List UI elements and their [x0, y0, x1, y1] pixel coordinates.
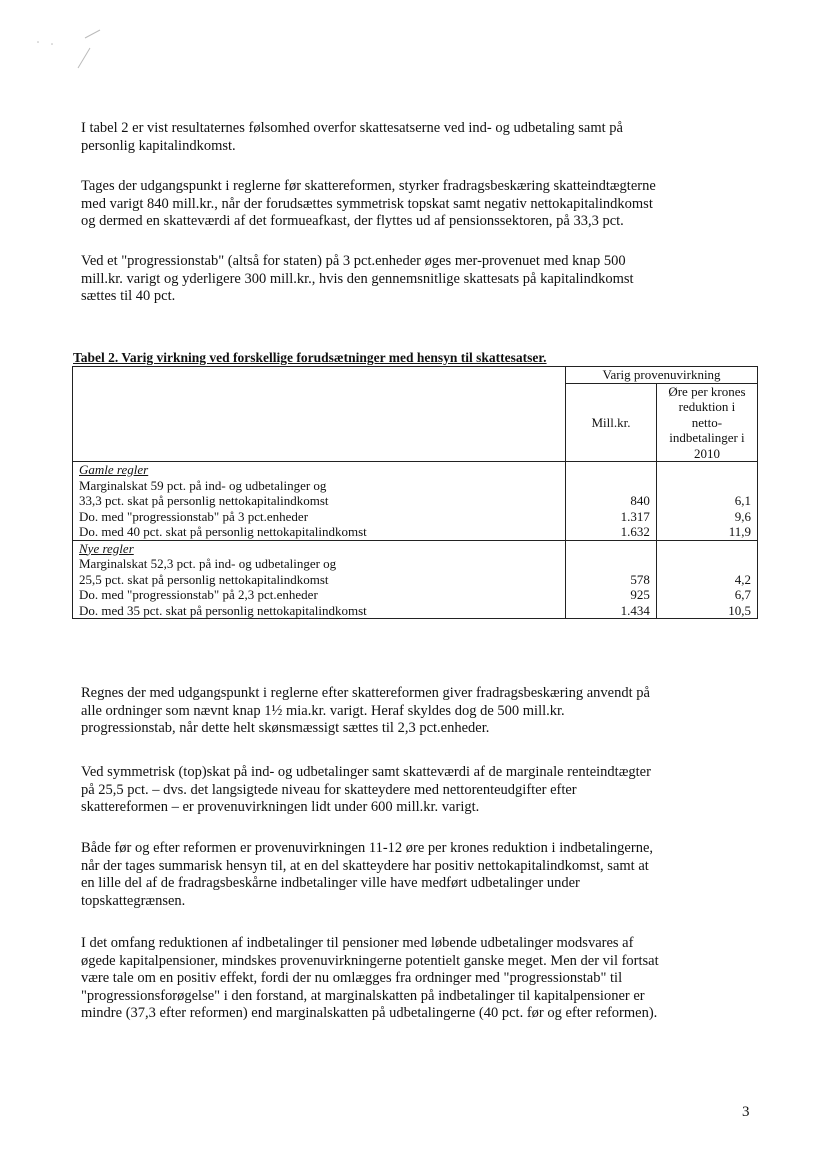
paragraph-1: I tabel 2 er vist resultaternes følsomhed overfor skattesatserne ved ind- og udbetaling samt på personlig kapitalindkomst.	[81, 120, 623, 154]
row-label: 33,3 pct. skat på personlig nettokapitalindkomst	[79, 493, 329, 508]
header-ore: Øre per krones reduktion i netto- indbetalinger i 2010	[656, 383, 757, 462]
row-label: Do. med "progressionstab" på 3 pct.enheder	[79, 508, 309, 524]
paragraph-6: Både før og efter reformen er provenuvirkningen 11-12 øre per krones reduktion i indbetalingerne, når der tages summarisk hensyn til, at en del skatteydere har positiv nettokapitalindkomst, samt at en lille del af de fradragsbeskårne indbetalinger ville have medført udbetalinger under topskattegrænsen.	[81, 840, 654, 909]
row-label: Do. med 35 pct. skat på personlig nettokapitalindkomst	[79, 602, 367, 618]
row-ore: 11,9	[728, 524, 751, 539]
group-title: Nye regler	[79, 540, 134, 556]
row-ore: 6,1	[734, 493, 751, 508]
group-title: Gamle regler	[79, 462, 149, 477]
row-ore: 6,7	[734, 587, 751, 602]
row-mill: 578	[630, 571, 650, 587]
row-mill: 840	[630, 493, 650, 508]
table-header-blank	[73, 367, 566, 462]
row-mill: 1.434	[620, 602, 650, 618]
row-label: Marginalskat 52,3 pct. på ind- og udbetalinger og	[79, 556, 337, 571]
paragraph-4: Regnes der med udgangspunkt i reglerne efter skattereformen giver fradragsbeskæring anvendt på alle ordninger som nævnt knap 1½ mia.kr. varigt. Heraf skyldes dog de 500 mill.kr. progressionstab, når dette helt skønsmæssigt sættes til 2,3 pct.enheder.	[81, 685, 650, 736]
table-caption: Tabel 2. Varig virkning ved forskellige forudsætninger med hensyn til skattesatser.	[73, 350, 547, 365]
provenue-table	[72, 366, 758, 619]
row-ore: 9,6	[734, 508, 751, 524]
scan-mark	[30, 20, 120, 90]
row-ore: 10,5	[728, 602, 751, 618]
table-group-gamle	[73, 462, 758, 541]
row-label: 25,5 pct. skat på personlig nettokapitalindkomst	[79, 571, 329, 587]
table-group-nye	[73, 540, 758, 619]
row-mill: 1.317	[620, 508, 650, 524]
header-mill: Mill.kr.	[566, 383, 657, 462]
row-label: Marginalskat 59 pct. på ind- og udbetalinger og	[79, 477, 327, 493]
row-label: Do. med 40 pct. skat på personlig nettokapitalindkomst	[79, 524, 367, 539]
paragraph-3: Ved et "progressionstab" (altså for staten) på 3 pct.enheder øges mer-provenuet med knap 500 mill.kr. varigt og yderligere 300 mill.kr., hvis den gennemsnitlige skattesats på kapitalindkomst sættes til 40 pct.	[81, 253, 634, 304]
paragraph-5: Ved symmetrisk (top)skat på ind- og udbetalinger samt skatteværdi af de marginale renteindtægter på 25,5 pct. – dvs. det langsigtede niveau for skatteydere med nettorenteudgifter efter skattereformen – er provenuvirkningen lidt under 600 mill.kr. varigt.	[81, 764, 651, 815]
paragraph-7: I det omfang reduktionen af indbetalinger til pensioner med løbende udbetalinger modsvares af øgede kapitalpensioner, mindskes provenuvirkningerne potentielt ganske meget. Men der vil fortsat være tale om en positiv effekt, fordi der nu omlægges fra ordninger med "progressionstab" til "progressionsforøgelse" i den forstand, at marginalskatten på indbetalinger til kapitalpensioner er mindre (37,3 efter reformen) end marginalskatten på udbetalingerne (40 pct. før og efter reformen).	[81, 935, 659, 1021]
page-number: 3	[742, 1104, 750, 1120]
row-mill: 1.632	[620, 524, 650, 539]
header-group: Varig provenuvirkning	[566, 367, 758, 384]
paragraph-2: Tages der udgangspunkt i reglerne før skattereformen, styrker fradragsbeskæring skatteindtægterne med varigt 840 mill.kr., når der forudsættes symmetrisk topskat samt negativ nettokapitalindkomst og dermed en skatteværdi af det formueafkast, der flyttes ud af pensionssektoren, på 33,3 pct.	[81, 178, 656, 229]
row-mill: 925	[630, 587, 650, 602]
row-ore: 4,2	[734, 571, 751, 587]
row-label: Do. med "progressionstab" på 2,3 pct.enheder	[79, 587, 318, 602]
